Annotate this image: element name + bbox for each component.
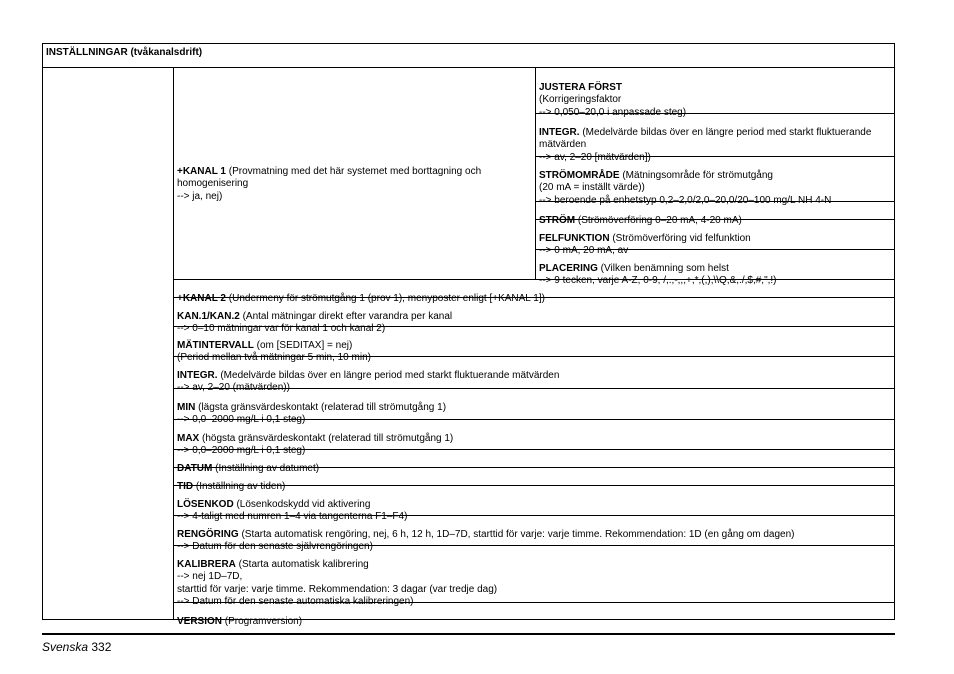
sub-cell-justera bbox=[536, 68, 894, 118]
row-version bbox=[174, 602, 894, 627]
row-min bbox=[174, 388, 894, 426]
sub-text: (Mätningsområde för strömutgång (20 mA = inställt värde)) --> beroende på enhetstyp 0,2–2,0/2,0–20,0/20–100 mg/L NH 4-N bbox=[539, 169, 832, 206]
row-text: (Programversion) bbox=[222, 615, 303, 627]
empty-first-column bbox=[43, 68, 174, 619]
row-text: (Undermeny för strömutgång 1 (prov 1), menyposter enligt [+KANAL 1]) bbox=[226, 292, 545, 304]
row-text: (Medelvärde bildas över en längre period med starkt fluktuerande mätvärden --> av, 2–20 (mätvärden)) bbox=[177, 369, 560, 394]
row-tid bbox=[174, 467, 894, 492]
row-label: KAN.1/KAN.2 bbox=[177, 310, 240, 322]
sub-text: (Vilken benämning som helst --> 9 tecken, varje A-Z, 0-9, /,.,-,,,+,*,(,),\\Q,&,./,$,#,",!) bbox=[539, 262, 777, 287]
footer-language: Svenska bbox=[42, 640, 89, 654]
kanal1-label: +KANAL 1 bbox=[177, 165, 226, 177]
row-text: (Starta automatisk kalibrering --> nej 1D–7D, starttid för varje: varje timme. Rekommendation: 3 dagar (var tredje dag) --> Datum för den senaste automatiska kalibreringen) bbox=[177, 558, 498, 608]
row-label: MAX bbox=[177, 432, 200, 444]
sub-label: STRÖM bbox=[539, 214, 576, 226]
row-text: (högsta gränsvärdeskontakt (relaterad till strömutgång 1) --> 0,0–2000 mg/L i 0,1 steg) bbox=[177, 432, 454, 457]
row-kanal2 bbox=[174, 279, 894, 304]
row-kalibrera bbox=[174, 545, 894, 608]
sub-label: INTEGR. bbox=[539, 126, 580, 138]
row-text: (Starta automatisk rengöring, nej, 6 h, 12 h, 1D–7D, starttid för varje: varje timme. Rekommendation: 1D (en gång om dagen) --> Datum för den senaste självrengöringen) bbox=[177, 528, 795, 553]
row-datum bbox=[174, 449, 894, 474]
sub-cell-strom bbox=[536, 201, 894, 226]
sub-cell-integr bbox=[536, 113, 894, 163]
row-losenkod bbox=[174, 485, 894, 523]
row-label: VERSION bbox=[177, 615, 223, 627]
page-number: 332 bbox=[91, 640, 112, 654]
sub-text: (Strömöverföring vid felfunktion --> 0 mA, 20 mA, av bbox=[539, 232, 751, 257]
row-label: RENGÖRING bbox=[177, 528, 239, 540]
page-footer bbox=[42, 640, 111, 654]
row-text: (Lösenkodskydd vid aktivering --> 4-taligt med numren 1–4 via tangenterna F1–F4) bbox=[177, 498, 408, 523]
settings-table bbox=[42, 43, 895, 627]
row-label: TID bbox=[177, 480, 194, 492]
sub-text: (Medelvärde bildas över en längre period med starkt fluktuerande mätvärden --> av, 2–20 [mätvärden]) bbox=[539, 126, 872, 163]
row-label: INTEGR. bbox=[177, 369, 218, 381]
row-label: MÄTINTERVALL bbox=[177, 339, 254, 351]
row-text: (lägsta gränsvärdeskontakt (relaterad till strömutgång 1) --> 0,0–2000 mg/L i 0,1 steg) bbox=[177, 401, 447, 426]
sub-cell-stromomrade bbox=[536, 156, 894, 206]
sub-cell-placering bbox=[536, 249, 894, 287]
sub-cell-felfunktion bbox=[536, 219, 894, 257]
row-text: (Inställning av tiden) bbox=[193, 480, 286, 492]
row-label: LÖSENKOD bbox=[177, 498, 234, 510]
sub-label: FELFUNKTION bbox=[539, 232, 610, 244]
row-text: (om [SEDITAX] = nej) (Period mellan två mätningar 5 min, 10 min) bbox=[177, 339, 371, 364]
row-label: KALIBRERA bbox=[177, 558, 236, 570]
row-kan1kan2 bbox=[174, 297, 894, 335]
sub-label: STRÖMOMRÅDE bbox=[539, 169, 620, 181]
sub-text: (Korrigeringsfaktor --> 0,050–20,0 i anpassade steg) bbox=[539, 94, 687, 118]
kanal1-text: (Provmatning med det här systemet med borttagning och homogenisering --> ja, nej) bbox=[177, 165, 482, 202]
sub-label: JUSTERA FÖRST bbox=[539, 81, 622, 93]
row-text: (Antal mätningar direkt efter varandra per kanal --> 0–10 mätningar var för kanal 1 och kanal 2) bbox=[177, 310, 453, 335]
row-max bbox=[174, 419, 894, 457]
row-label: MIN bbox=[177, 401, 196, 413]
row-label: +KANAL 2 bbox=[177, 292, 226, 304]
table-header: INSTÄLLNINGAR (tvåkanalsdrift) bbox=[43, 44, 894, 68]
sub-text: (Strömöverföring 0–20 mA, 4-20 mA) bbox=[575, 214, 742, 226]
row-integr bbox=[174, 356, 894, 394]
sub-label: PLACERING bbox=[539, 262, 598, 274]
row-rengoring bbox=[174, 515, 894, 553]
footer-rule bbox=[42, 633, 895, 635]
row-text: (Inställning av datumet) bbox=[212, 462, 320, 474]
row-matintervall bbox=[174, 326, 894, 364]
row-label: DATUM bbox=[177, 462, 213, 474]
kanal1-cell bbox=[174, 68, 535, 279]
